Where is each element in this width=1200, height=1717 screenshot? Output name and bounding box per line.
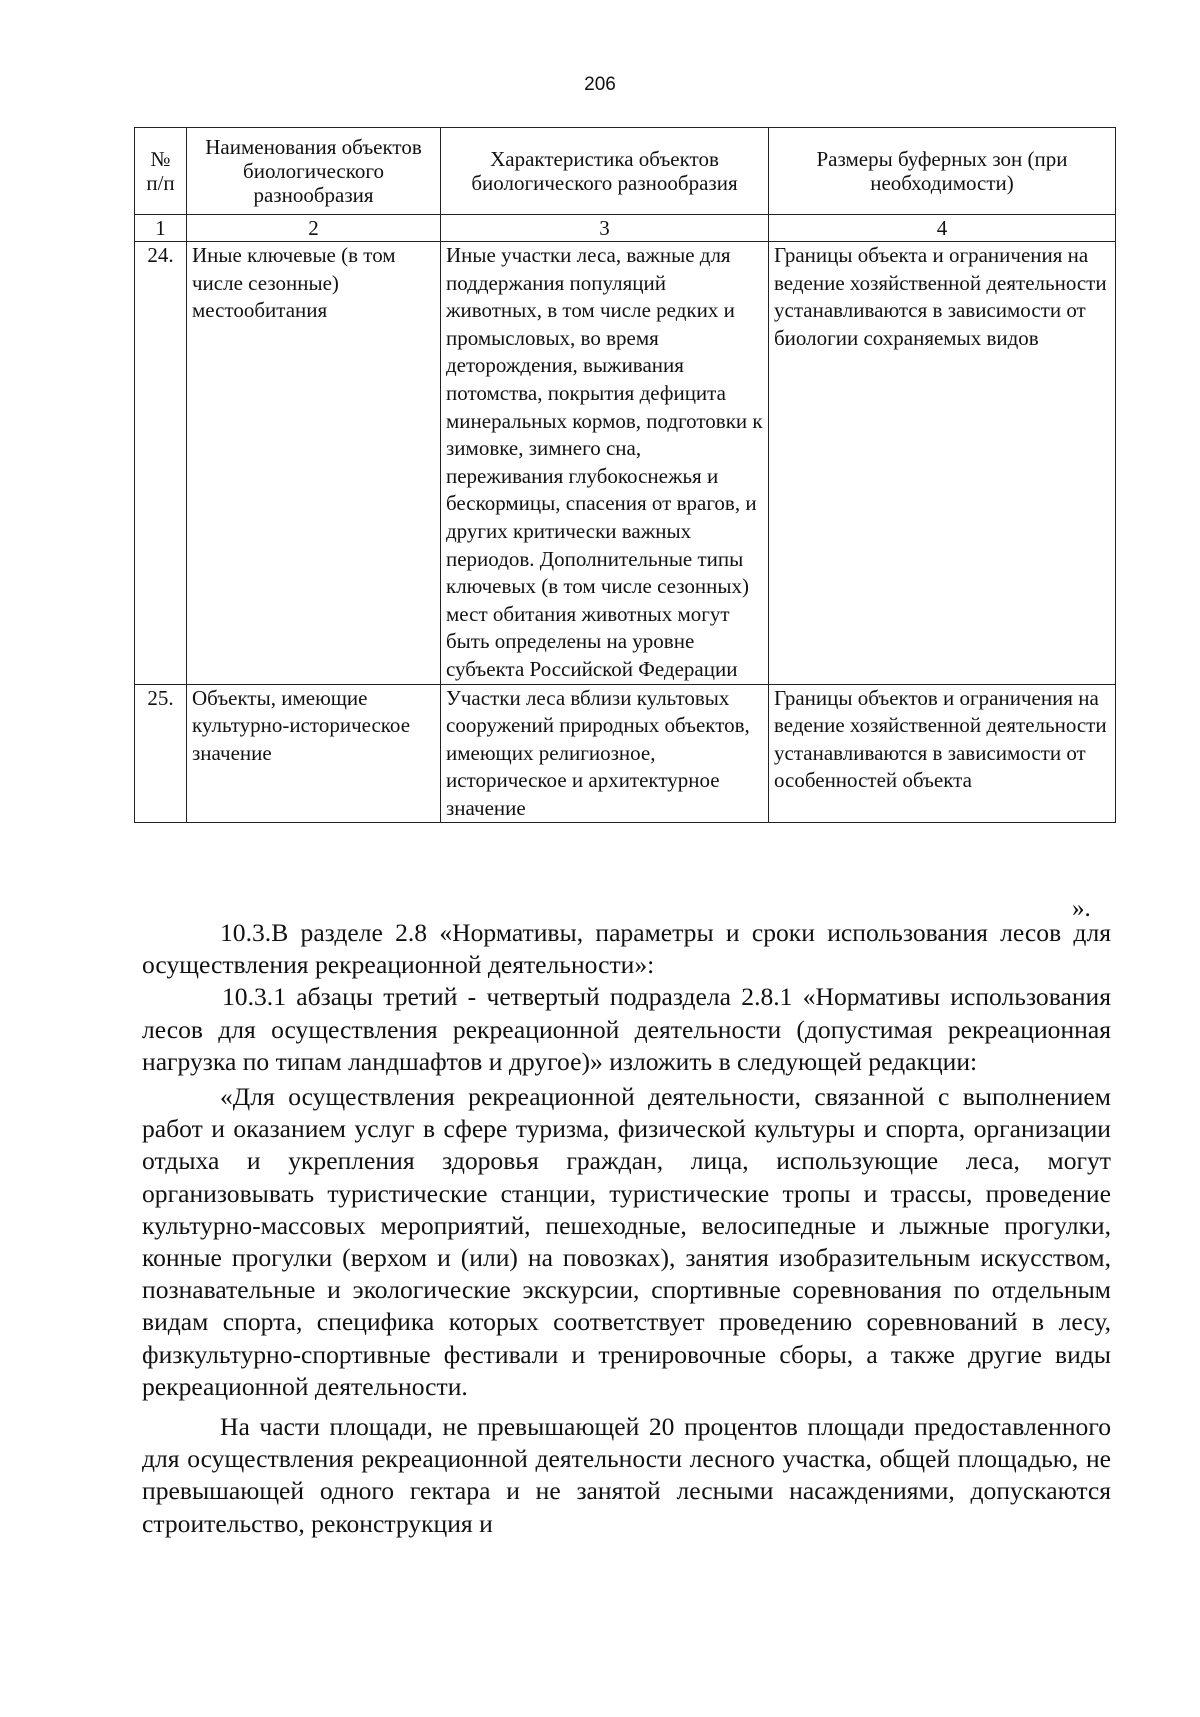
header-object-name: Наименования объектов биологического разнообразия	[187, 128, 441, 215]
table-row	[135, 684, 1116, 823]
table-row	[135, 242, 1116, 685]
row-buffer-zone: Границы объектов и ограничения на ведение хозяйственной деятельности устанавливаются в зависимости от особенностей объекта	[769, 684, 1116, 823]
row-object-name: Иные ключевые (в том числе сезонные) местообитания	[187, 242, 441, 685]
column-number: 3	[441, 215, 769, 242]
paragraph-section-10-3: 10.3.В разделе 2.8 «Нормативы, параметры и сроки использования лесов для осуществления рекреационной деятельности»:	[142, 918, 1111, 980]
biodiversity-table	[134, 127, 1116, 823]
header-number: № п/п	[135, 128, 187, 215]
row-object-name: Объекты, имеющие культурно-историческое значение	[187, 684, 441, 823]
column-number-row	[135, 215, 1116, 242]
row-number: 24.	[135, 242, 187, 685]
paragraph-quoted-text: «Для осуществления рекреационной деятельности, связанной с выполнением работ и оказанием услуг в сфере туризма, физической культуры и спорта, организации отдыха и укрепления здоровья граждан, лица, использующие леса, могут организовывать туристические станции, туристические тропы и трассы, проведение культурно-массовых мероприятий, пешеходные, велосипедные и лыжные прогулки, конные прогулки (верхом и (или) на повозках), занятия изобразительным искусством, познавательные и экологические экскурсии, спортивные соревнования по отдельным видам спорта, специфика которых соответствует проведению соревнований в лесу, физкультурно-спортивные фестивали и тренировочные сборы, а также другие виды рекреационной деятельности.	[142, 1082, 1111, 1401]
row-buffer-zone: Границы объекта и ограничения на ведение хозяйственной деятельности устанавливаются в зависимости от биологии сохраняемых видов	[769, 242, 1116, 685]
body-text	[142, 917, 1111, 1540]
row-characteristic: Участки леса вблизи культовых сооружений природных объектов, имеющих религиозное, историческое и архитектурное значение	[441, 684, 769, 823]
column-number: 1	[135, 215, 187, 242]
paragraph-area-limits: На части площади, не превышающей 20 процентов площади предоставленного для осуществления рекреационной деятельности лесного участка, общей площадью, не превышающей одного гектара и не занятой лесными насаждениями, допускаются строительство, реконструкция и	[142, 1412, 1111, 1538]
row-characteristic: Иные участки леса, важные для поддержания популяций животных, в том числе редких и промысловых, во время деторождения, выживания потомства, покрытия дефицита минеральных кормов, подготовки к зимовке, зимнего сна, переживания глубокоснежья и бескормицы, спасения от врагов, и других критически важных периодов. Дополнительные типы ключевых (в том числе сезонных) мест обитания животных могут быть определены на уровне субъекта Российской Федерации	[441, 242, 769, 685]
closing-quote: ».	[1072, 895, 1091, 922]
header-characteristic: Характеристика объектов биологического разнообразия	[441, 128, 769, 215]
column-number: 4	[769, 215, 1116, 242]
page-number: 206	[584, 74, 616, 95]
column-number: 2	[187, 215, 441, 242]
row-number: 25.	[135, 684, 187, 823]
paragraph-section-10-3-1: 10.3.1 абзацы третий - четвертый подраздела 2.8.1 «Нормативы использования лесов для осуществления рекреационной деятельности (допустимая рекреационная нагрузка по типам ландшафтов и другое)» изложить в следующей редакции:	[142, 982, 1111, 1076]
header-buffer-zone: Размеры буферных зон (при необходимости)	[769, 128, 1116, 215]
table-header-row	[135, 128, 1116, 215]
